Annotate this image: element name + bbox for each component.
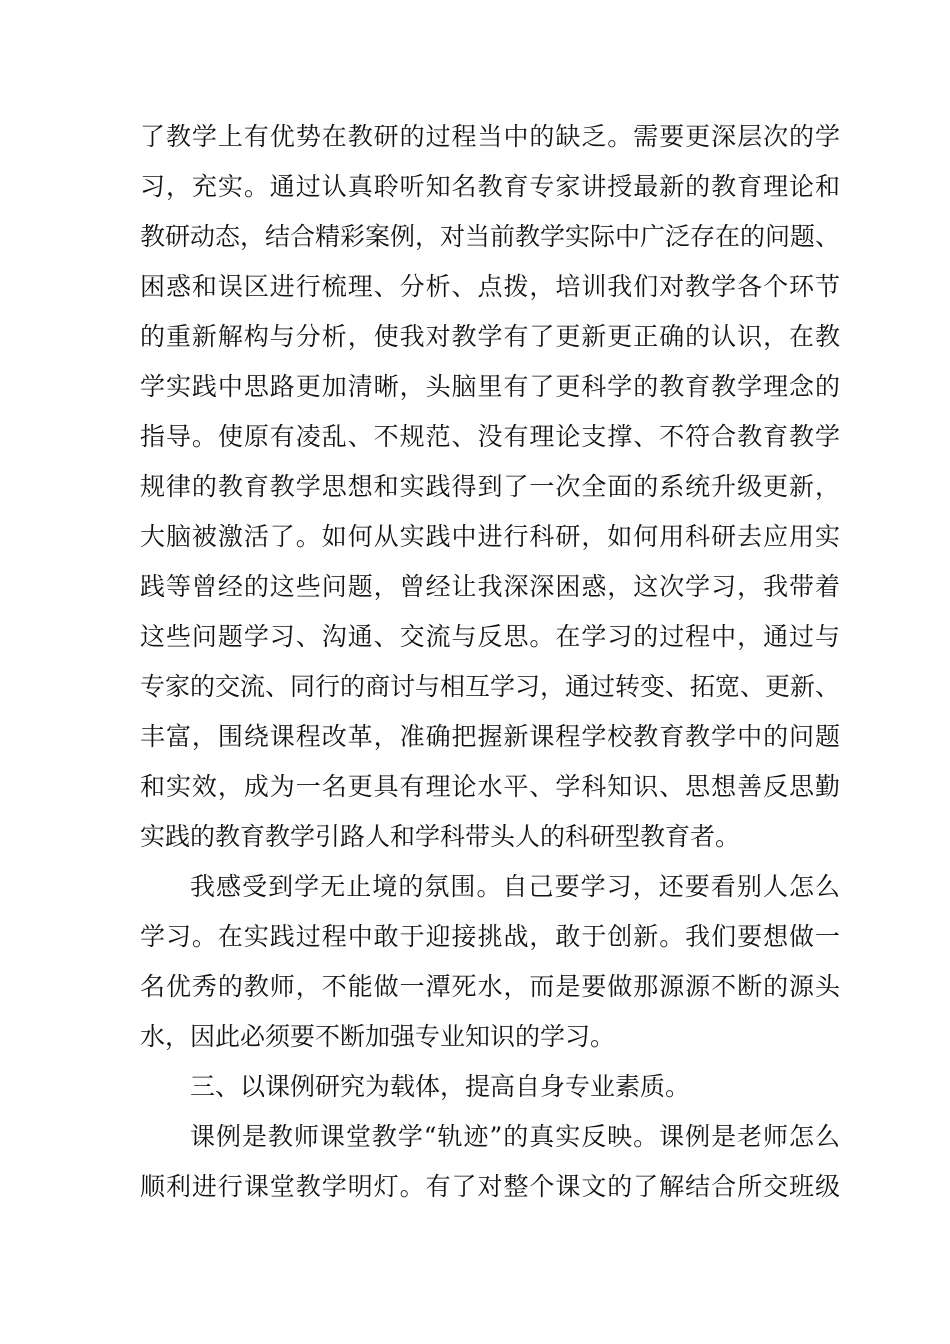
text-line: 困惑和误区进行梳理、分析、点拨，培训我们对教学各个环节 bbox=[140, 272, 840, 301]
text-line: 了教学上有优势在教研的过程当中的缺乏。需要更深层次的学 bbox=[140, 122, 840, 151]
paragraph bbox=[140, 862, 840, 1062]
paragraph bbox=[140, 1112, 840, 1212]
text-line: 名优秀的教师，不能做一潭死水，而是要做那源源不断的源头 bbox=[140, 972, 840, 1001]
text-line: 大脑被激活了。如何从实践中进行科研，如何用科研去应用实 bbox=[140, 522, 840, 551]
text-line: 丰富，围绕课程改革，准确把握新课程学校教育教学中的问题 bbox=[140, 722, 840, 751]
text-line: 课例是教师课堂教学“轨迹”的真实反映。课例是老师怎么 bbox=[190, 1122, 840, 1151]
text-line: 规律的教育教学思想和实践得到了一次全面的系统升级更新， bbox=[140, 472, 840, 501]
text-line: 顺利进行课堂教学明灯。有了对整个课文的了解结合所交班级 bbox=[140, 1172, 840, 1201]
text-line: 这些问题学习、沟通、交流与反思。在学习的过程中，通过与 bbox=[140, 622, 840, 651]
document-body bbox=[140, 112, 840, 1212]
text-line: 专家的交流、同行的商讨与相互学习，通过转变、拓宽、更新、 bbox=[140, 672, 841, 701]
text-line: 三、以课例研究为载体，提高自身专业素质。 bbox=[190, 1072, 691, 1101]
text-line: 水，因此必须要不断加强专业知识的学习。 bbox=[140, 1022, 616, 1051]
text-line: 和实效，成为一名更具有理论水平、学科知识、思想善反思勤 bbox=[140, 772, 840, 801]
text-line: 习，充实。通过认真聆听知名教育专家讲授最新的教育理论和 bbox=[140, 172, 840, 201]
text-line: 实践的教育教学引路人和学科带头人的科研型教育者。 bbox=[140, 822, 741, 851]
paragraph bbox=[140, 112, 840, 862]
text-line: 教研动态，结合精彩案例，对当前教学实际中广泛存在的问题、 bbox=[140, 222, 841, 251]
paragraph bbox=[140, 1062, 840, 1112]
text-line: 学实践中思路更加清晰，头脑里有了更科学的教育教学理念的 bbox=[140, 372, 840, 401]
text-line: 的重新解构与分析，使我对教学有了更新更正确的认识，在教 bbox=[140, 322, 840, 351]
text-line: 指导。使原有凌乱、不规范、没有理论支撑、不符合教育教学 bbox=[140, 422, 840, 451]
text-line: 我感受到学无止境的氛围。自己要学习，还要看别人怎么 bbox=[190, 872, 840, 901]
text-line: 学习。在实践过程中敢于迎接挑战，敢于创新。我们要想做一 bbox=[140, 922, 840, 951]
text-line: 践等曾经的这些问题，曾经让我深深困惑，这次学习，我带着 bbox=[140, 572, 840, 601]
